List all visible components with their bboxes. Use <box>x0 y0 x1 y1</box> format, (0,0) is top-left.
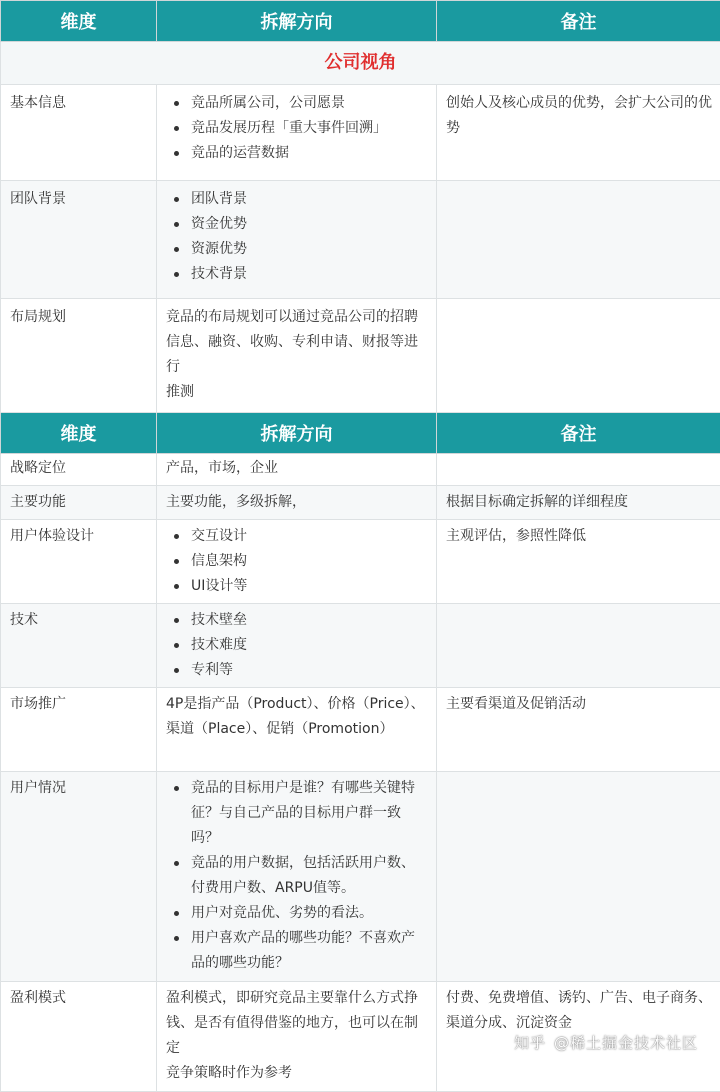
row-direction <box>157 299 437 413</box>
row-note: 付费、免费增值、诱钓、广告、电子商务、渠道分成、沉淀资金 <box>437 982 720 1092</box>
list-item: 资金优势 <box>166 212 428 237</box>
row-dimension: 技术 <box>1 604 157 688</box>
watermark-author: @稀土掘金技术社区 <box>554 1034 698 1052</box>
row-direction <box>157 604 437 688</box>
header-direction: 拆解方向 <box>157 413 437 454</box>
watermark-site: 知乎 <box>514 1034 546 1052</box>
direction-text: 竞品的布局规划可以通过竞品公司的招聘信息、融资、收购、专利申请、财报等进行 <box>166 305 428 380</box>
row-note: 主要看渠道及促销活动 <box>437 688 720 772</box>
table-row <box>1 181 720 299</box>
list-item: 竞品所属公司，公司愿景 <box>166 91 428 116</box>
row-note <box>437 454 720 486</box>
row-note: 创始人及核心成员的优势，会扩大公司的优势 <box>437 85 720 181</box>
table-row <box>1 688 720 772</box>
table-row <box>1 772 720 982</box>
list-item: 竞品的运营数据 <box>166 141 428 166</box>
row-direction <box>157 982 437 1092</box>
list-item: 信息架构 <box>166 549 428 574</box>
list-item: 用户喜欢产品的哪些功能？不喜欢产品的哪些功能？ <box>166 926 428 976</box>
row-direction <box>157 772 437 982</box>
table-header-row <box>1 413 720 454</box>
header-dimension: 维度 <box>1 413 157 454</box>
row-dimension: 主要功能 <box>1 486 157 520</box>
direction-text-cont: 推测 <box>166 380 428 405</box>
row-note <box>437 772 720 982</box>
row-note: 主观评估，参照性降低 <box>437 520 720 604</box>
row-direction <box>157 85 437 181</box>
list-item: 专利等 <box>166 658 428 683</box>
row-note: 根据目标确定拆解的详细程度 <box>437 486 720 520</box>
list-item: 技术背景 <box>166 262 428 287</box>
table-row <box>1 85 720 181</box>
list-item: 技术难度 <box>166 633 428 658</box>
row-dimension: 布局规划 <box>1 299 157 413</box>
list-item: 竞品发展历程「重大事件回溯」 <box>166 116 428 141</box>
list-item: 资源优势 <box>166 237 428 262</box>
row-note <box>437 604 720 688</box>
row-dimension: 基本信息 <box>1 85 157 181</box>
table-header-row <box>1 1 720 42</box>
watermark <box>506 1032 698 1053</box>
row-note <box>437 299 720 413</box>
direction-text: 盈利模式，即研究竞品主要靠什么方式挣钱、是否有值得借鉴的地方，也可以在制定 <box>166 986 428 1061</box>
row-direction: 产品，市场，企业 <box>157 454 437 486</box>
row-dimension: 市场推广 <box>1 688 157 772</box>
table-row <box>1 454 720 486</box>
header-dimension: 维度 <box>1 1 157 42</box>
table-row <box>1 520 720 604</box>
list-item: 用户对竞品优、劣势的看法。 <box>166 901 428 926</box>
header-notes: 备注 <box>437 1 720 42</box>
row-direction <box>157 520 437 604</box>
table-row <box>1 604 720 688</box>
header-notes: 备注 <box>437 413 720 454</box>
section-row <box>1 42 720 85</box>
row-dimension: 战略定位 <box>1 454 157 486</box>
row-dimension: 用户情况 <box>1 772 157 982</box>
header-direction: 拆解方向 <box>157 1 437 42</box>
row-direction: 主要功能，多级拆解， <box>157 486 437 520</box>
table-row <box>1 486 720 520</box>
section-title: 公司视角 <box>1 42 720 85</box>
row-dimension: 盈利模式 <box>1 982 157 1092</box>
direction-text-cont: 竞争策略时作为参考 <box>166 1061 428 1086</box>
list-item: 竞品的用户数据，包括活跃用户数、付费用户数、ARPU值等。 <box>166 851 428 901</box>
list-item: 团队背景 <box>166 187 428 212</box>
list-item: 竞品的目标用户是谁？有哪些关键特征？与自己产品的目标用户群一致吗？ <box>166 776 428 851</box>
table-row <box>1 299 720 413</box>
row-dimension: 用户体验设计 <box>1 520 157 604</box>
list-item: 技术壁垒 <box>166 608 428 633</box>
row-direction <box>157 181 437 299</box>
list-item: 交互设计 <box>166 524 428 549</box>
row-direction: 4P是指产品（Product）、价格（Price）、渠道（Place）、促销（Promotion） <box>157 688 437 772</box>
row-note <box>437 181 720 299</box>
row-dimension: 团队背景 <box>1 181 157 299</box>
list-item: UI设计等 <box>166 574 428 599</box>
